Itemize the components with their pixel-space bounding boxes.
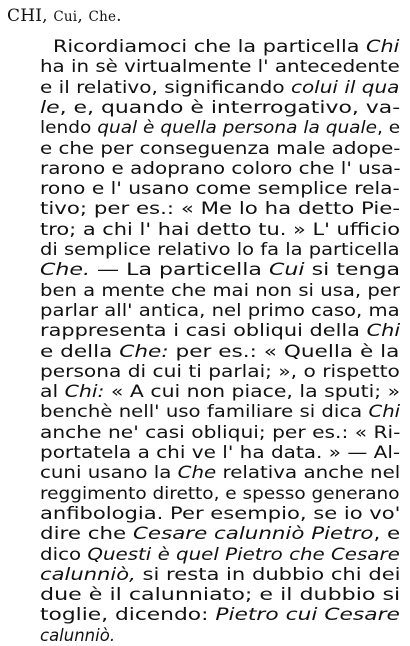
text-line [40,524,400,544]
text-line [40,301,400,321]
heading-separator: , [42,6,54,26]
text-run: e della [40,341,120,361]
text-run: , e, quando è interrogativo, va- [59,97,401,117]
text-line [40,220,400,240]
text-run: persona di cui ti parlai; », o rispetto [40,361,400,381]
text-run: rarono e adoprano coloro che l' usa- [40,158,401,178]
text-line [40,240,400,260]
text-run: Ricordiamoci che la particella [53,37,367,56]
text-run: e il relativo, significando [40,77,291,97]
text-run: rono e l' usano come semplice rela- [40,179,400,199]
italic-term: Chi [366,321,401,341]
text-line [40,423,400,443]
italic-term: Che: [119,341,169,361]
italic-term: calunniò. [40,625,116,645]
text-run: reggimento diretto, e spesso generano [40,483,400,503]
italic-term: Questi è quel Pietro che Cesare [87,544,400,564]
text-run: — La particella [90,260,269,280]
text-line [40,199,400,219]
text-line [40,626,115,646]
italic-term: le [40,97,60,117]
text-run: si resta in dubbio chi dei [135,564,401,584]
heading-cui: Cui [53,9,78,25]
heading-che: Che [88,9,117,25]
text-line [40,57,400,77]
text-line [40,78,399,98]
heading-period: . [116,6,122,26]
text-line [40,382,400,402]
text-line [40,281,400,301]
text-line [40,565,401,585]
italic-term: Cesare calunniò Pietro [132,524,374,544]
italic-term: colui il qua [290,77,400,97]
text-run: , e [377,118,401,138]
italic-term: Che [177,463,217,483]
text-line [40,342,399,362]
italic-term: qual è quella persona la quale [97,118,378,138]
text-run: dire che [40,524,133,544]
italic-term: Che. [40,260,91,280]
text-line [40,585,400,605]
text-line [40,605,400,625]
text-run: anfibologia. Per esempio, se io vo' [40,503,401,523]
text-line [40,545,400,565]
text-run: si tenga [304,260,401,280]
text-line [40,402,400,422]
text-line [40,463,400,483]
text-run: anche ne' casi obliqui; per es.: « Ri- [40,422,401,442]
heading-chi: CHI [7,6,43,26]
italic-term: Chi: [64,382,105,402]
text-line [40,159,401,179]
text-run: di semplice relativo lo fa la particella [40,240,400,259]
text-line [53,37,399,57]
text-run: cuni usano la [40,463,178,483]
text-run: tivo; per es.: « Me lo ha detto Pie- [40,199,401,219]
text-line [40,321,400,341]
text-line [40,179,400,199]
text-run: dico [40,544,88,564]
text-line [40,118,400,138]
text-line [40,139,400,159]
text-run: rappresenta i casi obliqui della [40,321,367,341]
text-run: tro; a chi l' hai detto tu. » L' ufficio [40,219,401,239]
text-line [40,260,400,280]
text-run: toglie, dicendo: [40,605,216,625]
italic-term: Chi [366,37,400,56]
italic-term: Chi [368,402,401,422]
text-run: due è il calunniato; e il dubbio si [40,585,401,605]
text-run: lendo [40,118,98,138]
text-run: benchè nell' uso familiare si dica [40,402,369,422]
italic-term: calunniò, [40,564,136,584]
text-run: per es.: « Quella è la [168,341,400,361]
heading-separator: , [77,6,89,26]
text-run: ben a mente che mai non si usa, per [40,280,400,300]
text-run: e che per conseguenza male adope- [40,138,401,158]
text-line [40,362,400,382]
text-run: al [40,382,65,402]
text-line [40,98,400,118]
text-run: ha in sè virtualmente l' antecedente [40,57,400,77]
text-run: , e [373,524,401,544]
text-run: « A cui non piace, la sputi; » [104,382,401,402]
text-run: portatela a chi ve l' ha data. » — Al- [40,443,401,462]
text-line [40,504,400,524]
text-line [40,484,400,504]
italic-term: Pietro cui Cesare [215,605,400,625]
text-run: relativa anche nel [216,463,401,483]
text-run: parlar all' antica, nel primo caso, ma [40,300,400,320]
italic-term: Cui [268,260,305,280]
text-line [40,443,400,463]
